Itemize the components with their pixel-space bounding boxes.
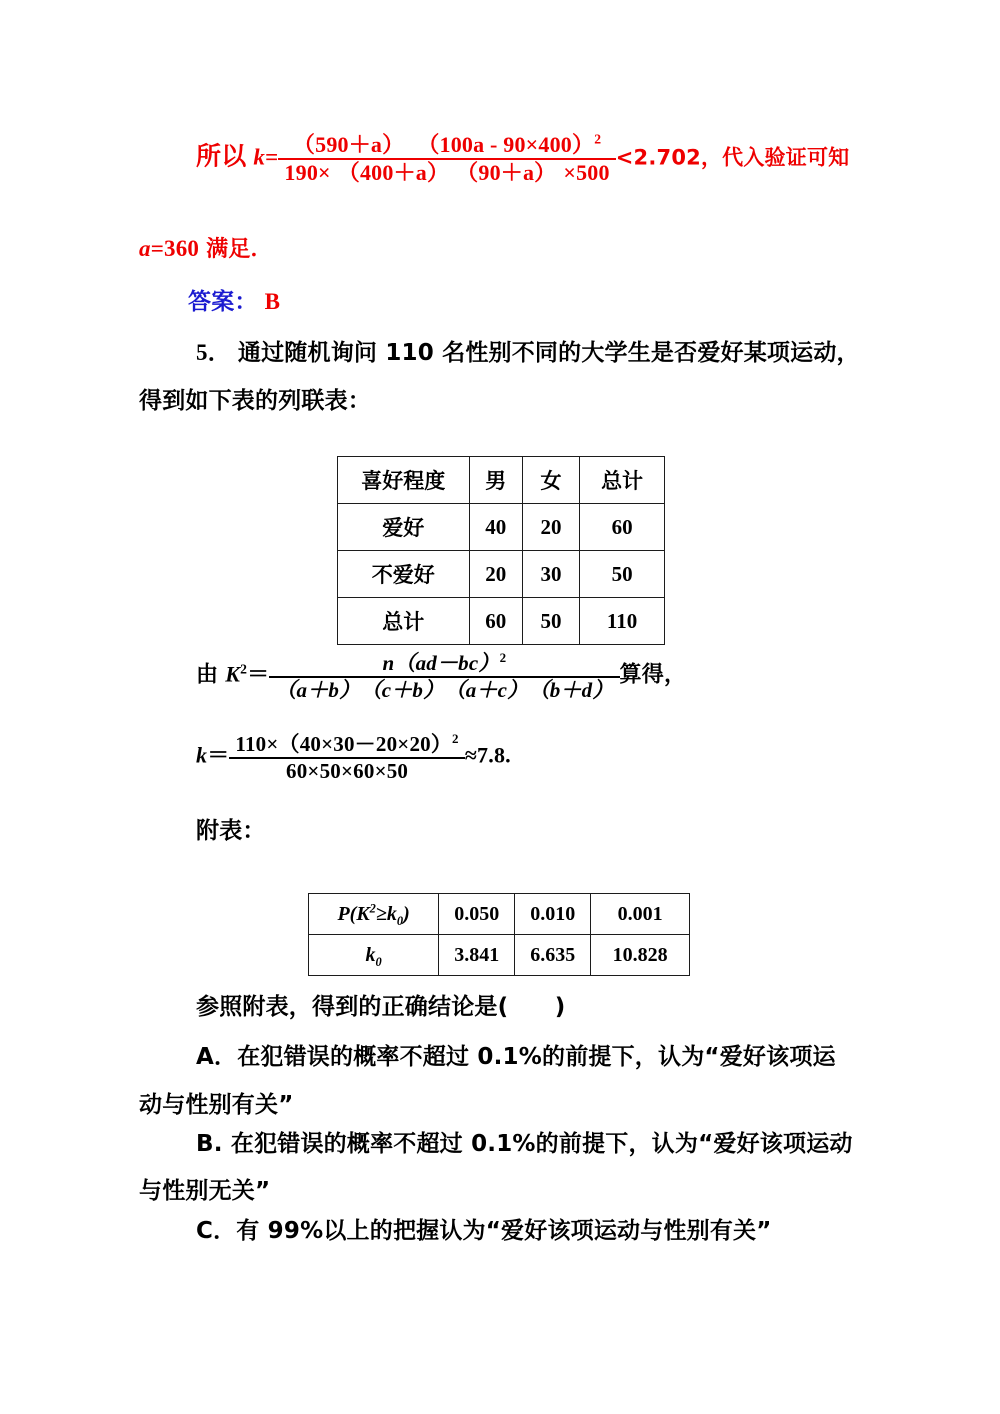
question-line-1 [196,334,860,367]
continuation-equals: = [150,236,165,261]
solution-den-factor3: （90＋a） [456,159,557,185]
critical-header-k0 [309,935,439,976]
question-line-2: 得到如下表的列联表： [139,388,371,414]
critical-k-value-3: 10.828 [591,935,690,976]
k2-symbol-exponent: 2 [240,661,248,677]
k-variable: k [196,742,208,768]
solution-tail: <2.702，代入验证可知 [615,145,850,170]
critical-header-mid: ≥k [375,902,397,925]
k-denominator: 60×50×60×50 [286,758,409,783]
table-row [338,551,665,598]
option-b-line-2[interactable]: 与性别无关” [139,1178,271,1204]
k2-symbol: K [225,661,241,687]
option-a-line-2[interactable]: 动与性别有关” [139,1092,294,1118]
critical-p-value-1: 0.050 [439,894,515,935]
k2-numerator-expr: n（ad－bc） [382,651,500,675]
critical-p-value-2: 0.010 [515,894,591,935]
header-cell-male: 男 [469,457,522,504]
k2-fraction [269,652,619,701]
k2-numerator-exponent: 2 [499,650,507,665]
solution-den-factor4: ×500 [563,159,610,185]
option-c-line-1[interactable]: C．有 99%以上的把握认为“爱好该项运动与性别有关” [196,1218,772,1244]
appendix-label: 附表： [196,818,266,844]
solution-fraction [278,133,615,185]
cell-like-female: 20 [522,504,579,551]
cell-total-male: 60 [469,598,522,645]
table-header-row [338,457,665,504]
table-row [338,598,665,645]
critical-header-exponent: 2 [369,900,376,915]
critical-header-probability [309,894,439,935]
cell-like-total: 60 [580,504,665,551]
continuation-value: 360 [164,236,200,261]
critical-header-subscript: 0 [396,913,404,928]
cell-total-female: 50 [522,598,579,645]
table-row [309,894,690,935]
header-cell-category: 喜好程度 [338,457,470,504]
solution-num-group2: （100a - 90×400） [417,132,595,157]
k2-numerator [269,652,619,678]
solution-num-exponent: 2 [594,131,602,147]
critical-p-value-3: 0.001 [591,894,690,935]
cell-dislike-total: 50 [580,551,665,598]
answer-line [188,283,280,316]
continuation-text: 满足． [206,237,273,262]
solution-numerator [278,133,615,160]
solution-denominator [278,160,615,185]
contingency-table [337,456,665,645]
cell-dislike-male: 20 [469,551,522,598]
table-row [338,504,665,551]
header-cell-total: 总计 [580,457,665,504]
solution-den-factor2: （400＋a） [337,159,450,185]
solution-variable: k [253,144,266,170]
option-b-line-1[interactable]: B. 在犯错误的概率不超过 0.1%的前提下，认为“爱好该项运动 [196,1131,853,1157]
k2-lead: 由 [196,662,219,688]
answer-label: 答案： [188,289,258,315]
critical-k0-symbol: k [365,943,376,966]
prompt-line: 参照附表，得到的正确结论是( ) [196,994,566,1020]
cell-grand-total: 110 [580,598,665,645]
solution-continuation-line [139,232,273,263]
solution-formula-line [196,133,849,185]
k2-denominator: （a＋b） （c＋b） （a＋c） （b＋d） [275,677,614,702]
header-cell-female: 女 [522,457,579,504]
cell-dislike-female: 30 [522,551,579,598]
k-equals: ＝ [207,742,230,768]
row-label-like: 爱好 [338,504,470,551]
table-row [309,935,690,976]
critical-header-prefix: P(K [337,902,370,925]
solution-den-factor1: 190× [284,159,331,185]
k2-formula-line [196,652,686,701]
question-number: 5． [196,340,231,365]
k2-equals: ＝ [247,661,270,687]
k-numerator [229,733,464,759]
solution-num-group1: （590＋a） [292,132,405,157]
row-label-total: 总计 [338,598,470,645]
k-fraction [229,733,464,782]
k2-tail: 算得， [619,662,687,688]
solution-lead: 所以 [196,141,247,171]
cell-like-male: 40 [469,504,522,551]
critical-k-value-2: 6.635 [515,935,591,976]
continuation-variable: a [139,236,151,261]
question-text-1: 通过随机询问 110 名性别不同的大学生是否爱好某项运动， [237,340,860,366]
k-tail: ≈7.8. [464,742,511,768]
critical-header-suffix: ) [403,902,410,925]
solution-equals: = [265,144,279,170]
answer-value: B [264,289,281,314]
critical-value-table [308,893,690,976]
critical-k-value-1: 3.841 [439,935,515,976]
critical-k0-subscript: 0 [375,954,382,969]
k-numerator-exponent: 2 [452,731,459,746]
option-a-line-1[interactable]: A．在犯错误的概率不超过 0.1%的前提下，认为“爱好该项运 [196,1044,836,1070]
row-label-dislike: 不爱好 [338,551,470,598]
k-value-line [196,733,511,782]
k-numerator-expr: 110×（40×30－20×20） [235,732,453,756]
